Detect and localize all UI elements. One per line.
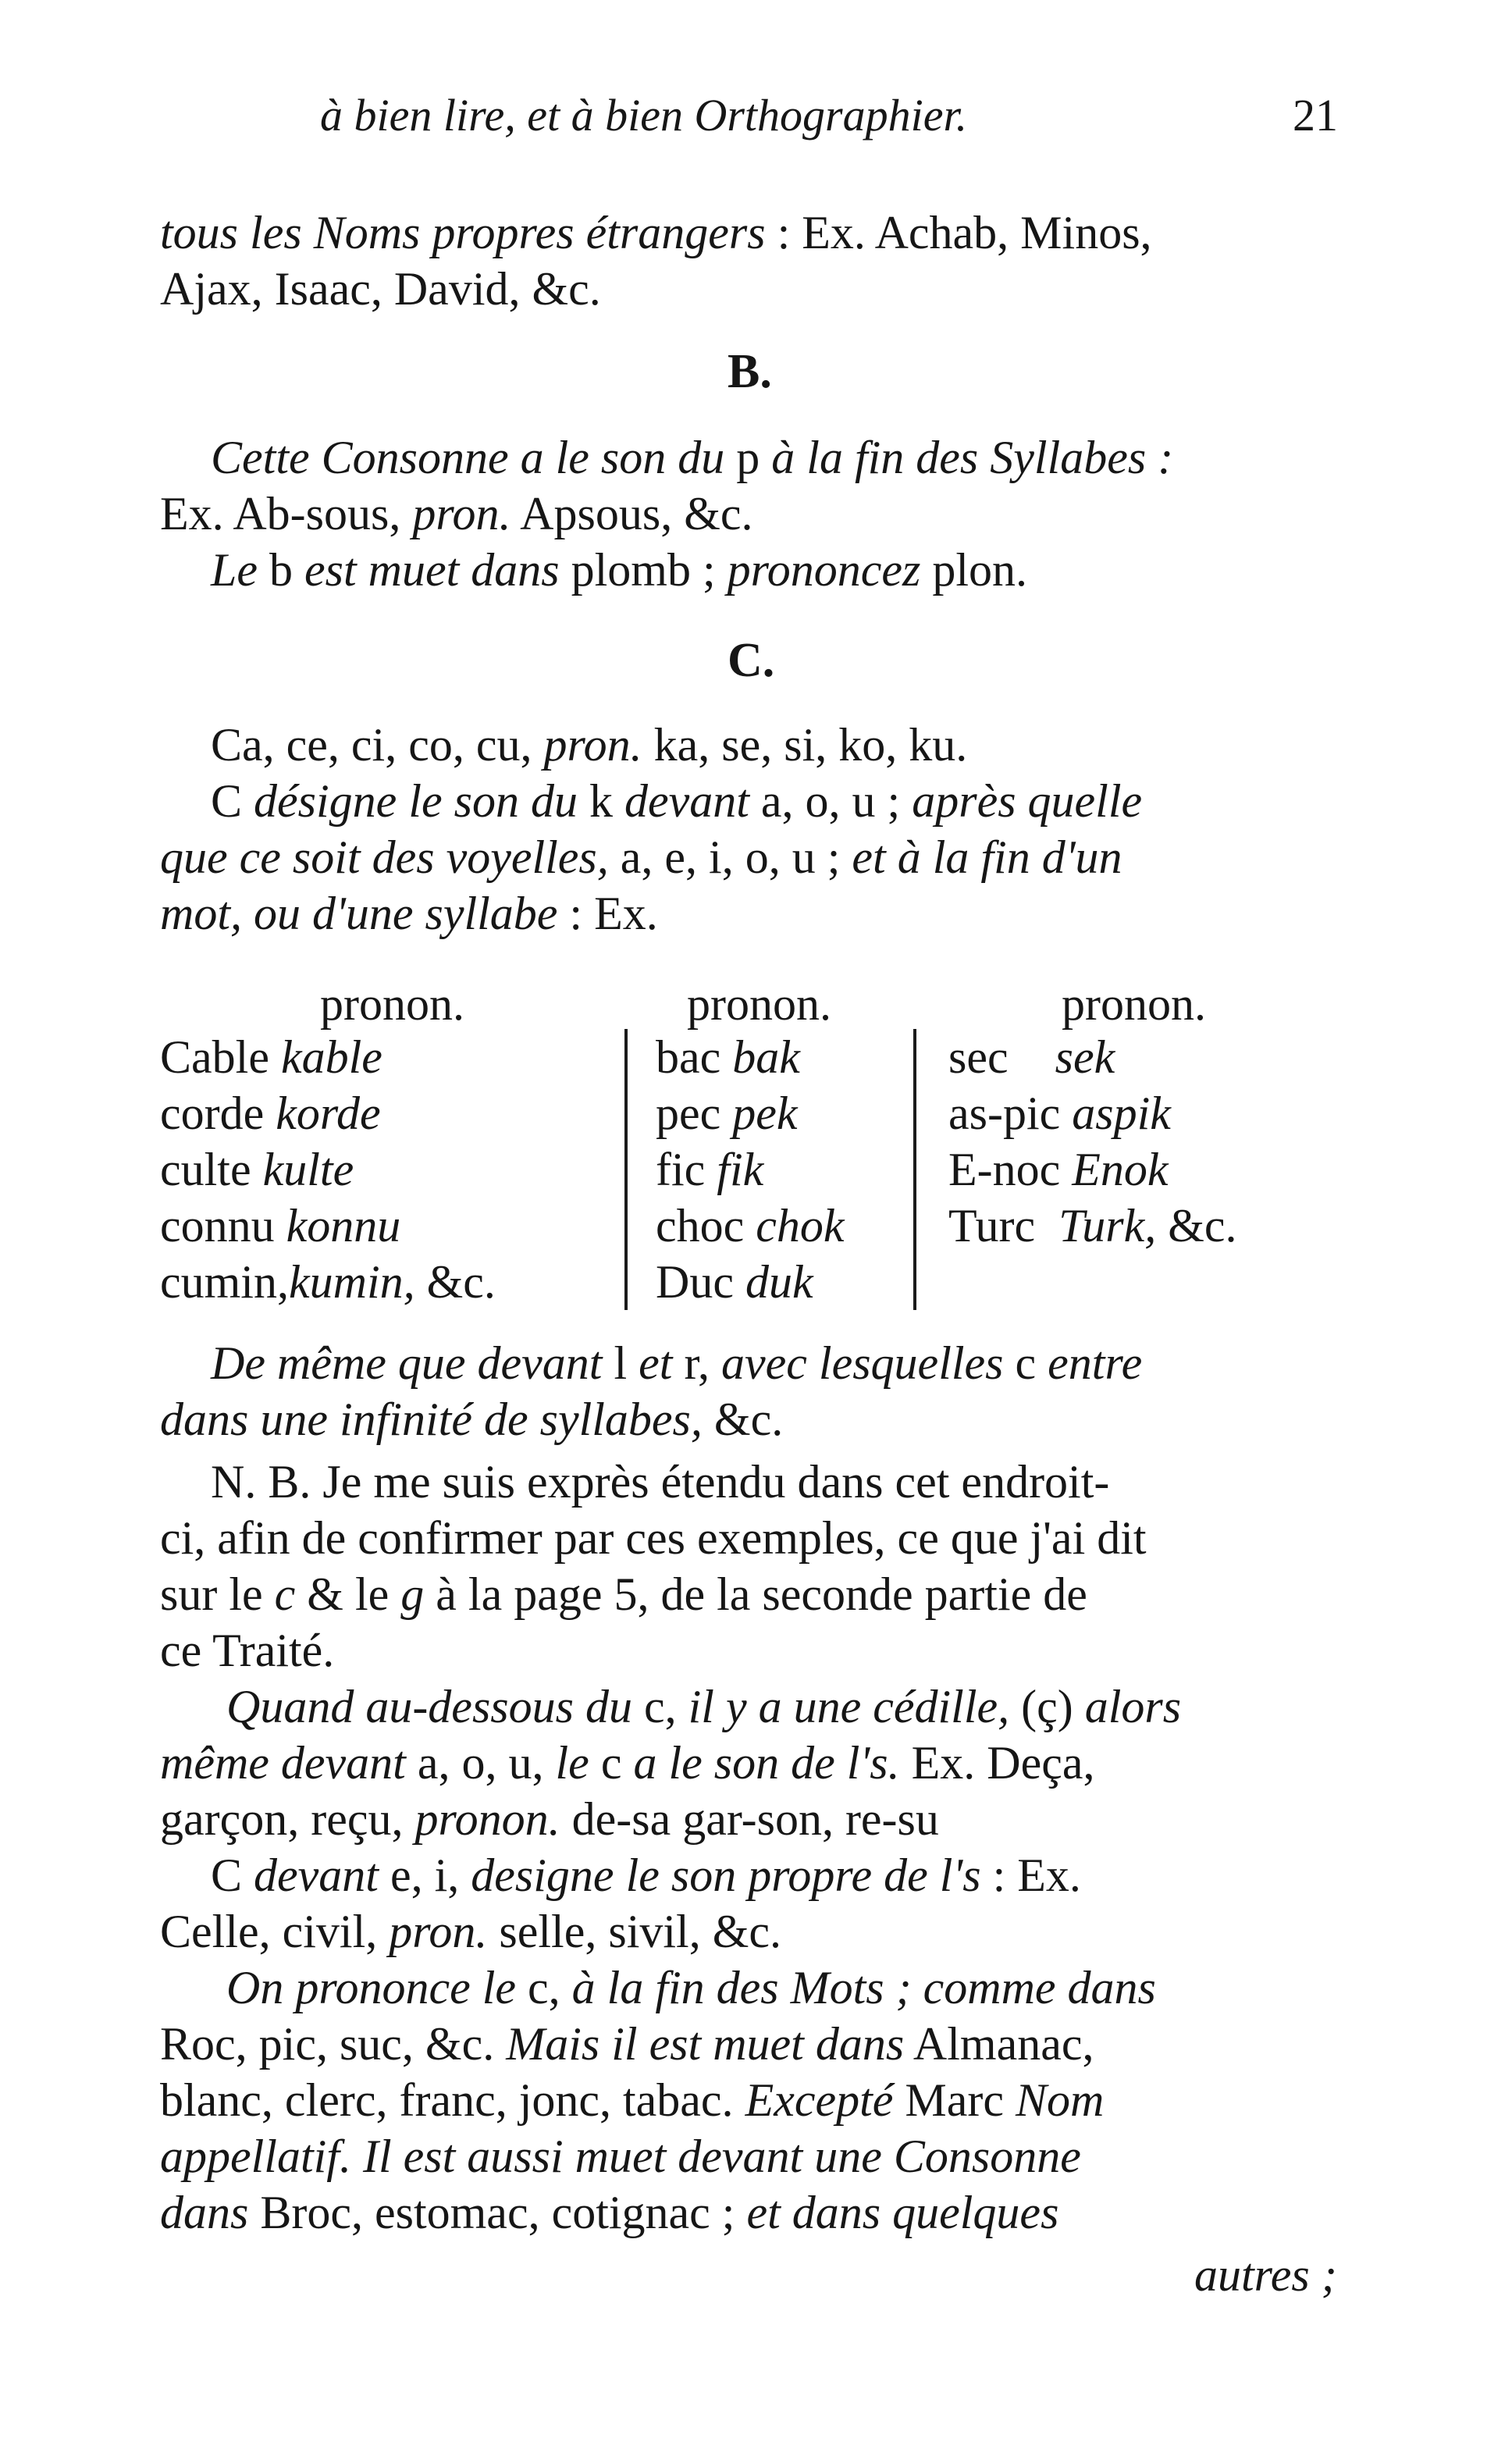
column-header: pronon. — [1062, 978, 1206, 1030]
text-line: dans une infinité de syllabes, &c. — [160, 1394, 784, 1445]
table-row: bac bak — [656, 1031, 800, 1083]
text-line: Le b est muet dans plomb ; prononcez plon. — [211, 544, 1028, 596]
text-line: Roc, pic, suc, &c. Mais il est muet dans Almanac, — [160, 2018, 1094, 2070]
text-line: De même que devant l et r, avec lesquelles c entre — [211, 1337, 1143, 1389]
text-line: C désigne le son du k devant a, o, u ; après quelle — [211, 775, 1143, 827]
running-title: à bien lire, et à bien Orthographier. — [320, 90, 968, 141]
text-line: C devant e, i, designe le son propre de l's : Ex. — [211, 1849, 1081, 1901]
table-row: connu konnu — [160, 1200, 401, 1251]
text-line: Quand au-dessous du c, il y a une cédille, (ç) alors — [226, 1681, 1182, 1732]
table-row: sec sek — [948, 1031, 1115, 1083]
table-row: cumin,kumin, &c. — [160, 1256, 496, 1308]
text-line: ce Traité. — [160, 1625, 335, 1676]
text-line: On prononce le c, à la fin des Mots ; comme dans — [226, 1962, 1156, 2013]
catchword: autres ; — [1194, 2249, 1337, 2301]
text-line: ci, afin de confirmer par ces exemples, ce que j'ai dit — [160, 1512, 1147, 1564]
page-number: 21 — [1293, 90, 1338, 141]
table-row: pec pek — [656, 1088, 798, 1139]
text-line: dans Broc, estomac, cotignac ; et dans quelques — [160, 2187, 1059, 2238]
text-line: blanc, clerc, franc, jonc, tabac. Excepté Marc Nom — [160, 2074, 1105, 2126]
table-row: Turc Turk, &c. — [948, 1200, 1237, 1251]
text-line: sur le c & le g à la page 5, de la seconde partie de — [160, 1568, 1087, 1620]
column-header: pronon. — [687, 978, 831, 1030]
table-row: E-noc Enok — [948, 1144, 1169, 1195]
text-line: N. B. Je me suis exprès étendu dans cet endroit- — [211, 1456, 1110, 1508]
table-row: culte kulte — [160, 1144, 354, 1195]
text-line: appellatif. Il est aussi muet devant une Consonne — [160, 2131, 1081, 2182]
section-heading-b: B. — [728, 345, 772, 398]
text-line: Ajax, Isaac, David, &c. — [160, 263, 601, 315]
section-heading-c: C. — [728, 634, 775, 687]
column-header: pronon. — [320, 978, 464, 1030]
column-rule — [624, 1029, 628, 1310]
text-line: garçon, reçu, pronon. de-sa gar-son, re-su — [160, 1793, 939, 1845]
text-line: que ce soit des voyelles, a, e, i, o, u ; et à la fin d'un — [160, 831, 1122, 883]
table-row: Duc duk — [656, 1256, 813, 1308]
text-line: Celle, civil, pron. selle, sivil, &c. — [160, 1906, 782, 1957]
text-line: même devant a, o, u, le c a le son de l's. Ex. Deça, — [160, 1737, 1095, 1789]
column-rule — [913, 1029, 916, 1310]
text-line: tous les Noms propres étrangers : Ex. Achab, Minos, — [160, 207, 1152, 258]
text-line: Ca, ce, ci, co, cu, pron. ka, se, si, ko, ku. — [211, 719, 968, 771]
table-row: choc chok — [656, 1200, 845, 1251]
table-row: as-pic aspik — [948, 1088, 1171, 1139]
text-line: Cette Consonne a le son du p à la fin des Syllabes : — [211, 432, 1174, 483]
table-row: Cable kable — [160, 1031, 382, 1083]
text-line: mot, ou d'une syllabe : Ex. — [160, 888, 658, 939]
table-row: corde korde — [160, 1088, 381, 1139]
table-row: fic fik — [656, 1144, 764, 1195]
text-line: Ex. Ab-sous, pron. Apsous, &c. — [160, 488, 753, 539]
